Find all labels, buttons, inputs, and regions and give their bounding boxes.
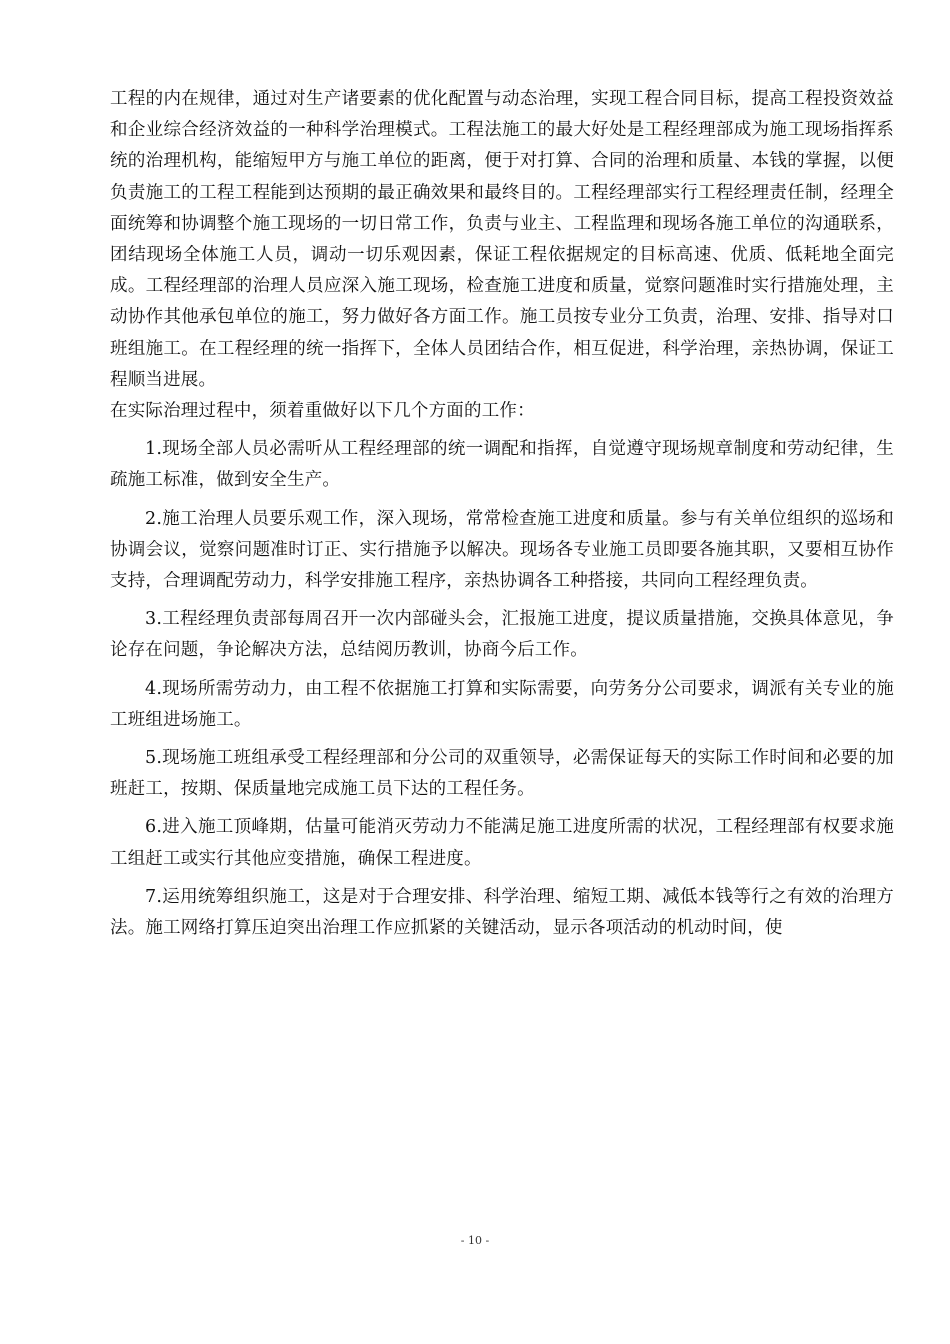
list-item-6: 6.进入施工顶峰期，估量可能消灭劳动力不能满足施工进度所需的状况，工程经理部有权要求施工组赶工或实行其他应变措施，确保工程进度。 xyxy=(110,817,894,869)
list-item-3: 3.工程经理负责部每周召开一次内部碰头会，汇报施工进度，提议质量措施，交换具体意见，争论存在问题，争论解决方法，总结阅历教训，协商今后工作。 xyxy=(110,609,894,661)
list-item-5: 5.现场施工班组承受工程经理部和分公司的双重领导，必需保证每天的实际工作时间和必要的加班赶工，按期、保质量地完成施工员下达的工程任务。 xyxy=(110,748,894,800)
document-body xyxy=(110,84,894,944)
list-item-1: 1.现场全部人员必需听从工程经理部的统一调配和指挥，自觉遵守现场规章制度和劳动纪律，生疏施工标准，做到安全生产。 xyxy=(110,439,894,491)
lead-sentence: 在实际治理过程中，须着重做好以下几个方面的工作： xyxy=(110,401,535,422)
list-item-2: 2.施工治理人员要乐观工作，深入现场，常常检查施工进度和质量。参与有关单位组织的巡场和协调会议，觉察问题准时订正、实行措施予以解决。现场各专业施工员即要各施其职，又要相互协作支持，合理调配劳动力，科学安排施工程序，亲热协调各工种搭接，共同向工程经理负责。 xyxy=(110,508,894,592)
page-number: - 10 - xyxy=(460,1234,490,1247)
list-item-4: 4.现场所需劳动力，由工程不依据施工打算和实际需要，向劳务分公司要求，调派有关专业的施工班组进场施工。 xyxy=(110,678,894,730)
list-item-7: 7.运用统筹组织施工，这是对于合理安排、科学治理、缩短工期、减低本钱等行之有效的治理方法。施工网络打算压迫突出治理工作应抓紧的关键活动，显示各项活动的机动时间，使 xyxy=(110,886,894,939)
intro-paragraph: 工程的内在规律，通过对生产诸要素的优化配置与动态治理，实现工程合同目标，提高工程投资效益和企业综合经济效益的一种科学治理模式。工程法施工的最大好处是工程经理部成为施工现场指挥系统的治理机构，能缩短甲方与施工单位的距离，便于对打算、合同的治理和质量、本钱的掌握，以便负责施工的工程工程能到达预期的最正确效果和最终目的。工程经理部实行工程经理责任制，经理全面统筹和协调整个施工现场的一切日常工作，负责与业主、工程监理和现场各施工单位的沟通联系，团结现场全体施工人员，调动一切乐观因素，保证工程依据规定的目标高速、优质、低耗地全面完成。工程经理部的治理人员应深入施工现场，检查施工进度和质量，觉察问题准时实行措施处理，主动协作其他承包单位的施工，努力做好各方面工作。施工员按专业分工负责，治理、安排、指导对口班组施工。在工程经理的统一指挥下，全体人员团结合作，相互促进，科学治理，亲热协调，保证工程顺当进展。 xyxy=(110,89,894,390)
